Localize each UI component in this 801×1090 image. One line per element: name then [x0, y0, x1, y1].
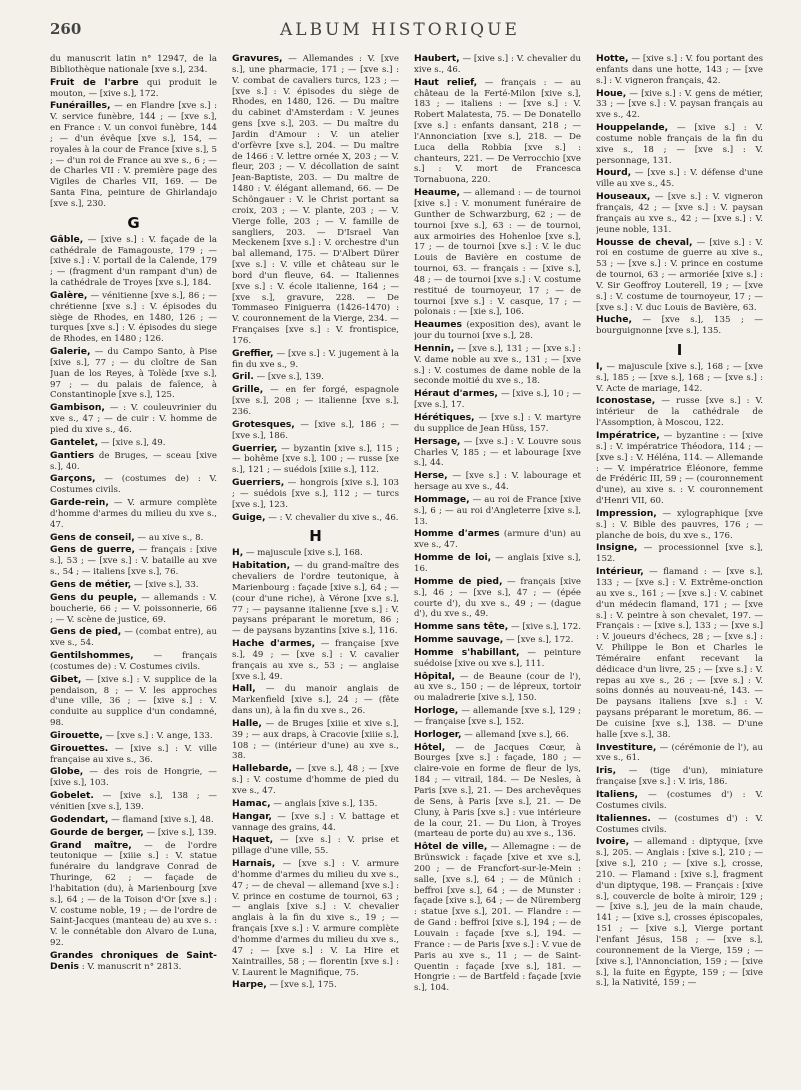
index-entry — [50, 815, 217, 826]
entry-term: Homme sans tête, — [414, 621, 509, 633]
index-entry — [596, 54, 763, 87]
entry-term: Funérailles, — [50, 100, 111, 112]
entry-term: Hôpital, — [414, 670, 455, 682]
index-column-3 — [414, 54, 581, 1074]
entry-text: — [xve s.], 139. — [256, 372, 324, 383]
entry-text: — hongrois [xive s.], 103 ; — suédois [xve s.], 112 ; — turcs [xve s.], 123. — [232, 478, 399, 510]
entry-text: — [xve s.] : V. ange, 133. — [105, 730, 213, 741]
entry-text: — (cérémonie de l'), au xve s., 61. — [596, 742, 763, 764]
entry-term: Halle, — [232, 717, 262, 729]
entry-text: (armure d'un) au xve s., 47. — [414, 529, 581, 551]
entry-text: qui produit le mouton, — [xive s.], 172. — [50, 77, 217, 99]
entry-text: — au roi de France [xive s.], 6 ; — au roi d'Angleterre [xive s.], 13. — [414, 494, 581, 527]
section-letter: I — [676, 341, 683, 360]
index-entry — [414, 743, 581, 841]
index-entry — [596, 362, 763, 395]
entry-text: — au xive s., 8. — [137, 532, 204, 543]
entry-term: Houe, — [596, 87, 627, 99]
entry-term: Gens du peuple, — [50, 591, 137, 603]
entry-term: Gobelet. — [50, 790, 94, 802]
index-entry — [596, 431, 763, 507]
entry-text: — processionnel [xve s.], 152. — [596, 543, 763, 565]
entry-text: — [xive s.], 186 ; — [xve s.], 186. — [232, 419, 399, 441]
entry-term: Hérétiques, — [414, 412, 475, 423]
index-columns — [50, 54, 763, 1074]
entry-term: Gril. — [232, 371, 254, 383]
entry-text: — [xive s.] : V. roi en costume de guerre au xive s., 53 ; — [xve s.] : V. prince en costume de tournoi, 63 ; — armoriée [xive s.] : V. Sir Geoffroy Louterell, 19 ; — [xve s.] : V. costume de tournoyeur, 17 ; — [xve s.] : V. duc Louis de Bavière, 63. — [596, 237, 763, 313]
entry-text: — V. armure complète d'homme d'armes du milieu du xve s., 47. — [50, 498, 217, 530]
entry-term: Homme de pied, — [414, 575, 503, 587]
entry-term: Gentilshommes, — [50, 650, 134, 662]
index-entry — [50, 474, 217, 496]
index-entry — [50, 347, 217, 401]
index-entry — [232, 859, 399, 978]
entry-term: Houppelande, — [596, 122, 669, 134]
index-entry — [414, 622, 581, 633]
entry-term: Gibet, — [50, 673, 82, 685]
index-entry — [596, 238, 763, 314]
entry-text: — russe [xve s.] : V. intérieur de la cathédrale de l'Assomption, à Moscou, 122. — [596, 396, 763, 429]
index-entry — [50, 101, 217, 209]
entry-term: Intérieur, — [596, 566, 644, 578]
entry-term: Hallebarde, — [232, 763, 293, 775]
page-number: 260 — [50, 20, 82, 38]
index-entry — [50, 403, 217, 436]
entry-term: Iris, — [596, 765, 617, 777]
index-entry — [232, 835, 399, 857]
entry-text: — de l'ordre teutonique — [xiiie s.] : V. statue funéraire du landgrave Conrad de Thuringe, 62 ; — façade de l'habitation (du), à Marienbourg [xve s.], 64 ; — de la Toison d'Or [xve s.] : V. costume noble, 19 ; — de l'ordre de Saint-Jacques (manteau de) au xve s. : V. le connétable don Alvaro de Luna, 92. — [50, 840, 217, 949]
entry-term: Hommage, — [414, 493, 470, 505]
entry-term: Haquet, — [232, 834, 274, 846]
entry-text: — (combat entre), au xve s., 54. — [50, 627, 217, 649]
index-entry — [414, 842, 581, 994]
entry-term: Gens de guerre, — [50, 544, 135, 556]
entry-term: Girouettes. — [50, 742, 109, 754]
running-title: ALBUM HISTORIQUE — [280, 20, 520, 40]
entry-term: H, — [232, 547, 244, 559]
entry-text: — flamand : — [xve s.], 133 ; — [xve s.] : V. Extrême-onction au xve s., 161 ; — [xve s.] : V. cabinet d'un médecin flamand, 171 ; — [xve s.] : V. peintre à son chevalet, 197. — Français : — [xive s.], 133 ; — [xve s.] : V. joueurs d'échecs, 28 ; — [xve s.] : V. Philippe le Bon et Charles le Téméraire enfant recevant la dédicace d'un livre, 25 ; — [xve s.] : V. repas au xve s., 26 ; — [xve s.] : V. soins donnés au nouveau-né, 143. — De paysans italiens [xve s.] : V. paysans préparant le moretum, 86. — De cuisine [xve s.], 138. — D'une halle [xve s.], 38. — [596, 567, 763, 740]
index-entry — [50, 731, 217, 742]
index-entry — [596, 396, 763, 429]
entry-term: Gens de pied, — [50, 626, 122, 638]
index-entry — [232, 764, 399, 797]
index-entry — [232, 548, 399, 559]
entry-term: Grille, — [232, 384, 264, 396]
entry-text: — du grand-maître des chevaliers de l'ordre teutonique, à Marienbourg : façade [xive s.], 64 ; — (cour d'une riche), à Vérone [xve s.], 77 ; — paysanne italienne [xve s.] : V. paysans préparant le moretum, 86 ; — de paysans byzantins [xive s.], 116. — [232, 561, 399, 637]
entry-term: Hersage, — [414, 435, 461, 447]
entry-text: — (costumes d') : V. Costumes civils. — [596, 813, 763, 835]
entry-text: — [xve s.] : V. labourage et hersage au xve s., 44. — [414, 471, 581, 493]
index-entry — [50, 78, 217, 100]
index-entry — [50, 791, 217, 813]
entry-text: — [xve s.] : V. prise et pillage d'une ville, 55. — [232, 835, 399, 857]
entry-term: Godendart, — [50, 813, 109, 825]
entry-term: Homme de loi, — [414, 552, 492, 564]
index-entry — [414, 389, 581, 411]
entry-term: Insigne, — [596, 542, 638, 554]
entry-term: Guerrier, — [232, 442, 278, 454]
entry-text: — [xve s.], 135 ; — bourguignonne [xve s.], 135. — [596, 315, 763, 337]
index-entry — [232, 478, 399, 511]
entry-term: Horloge, — [414, 705, 459, 717]
index-entry — [232, 561, 399, 637]
index-entry — [414, 529, 581, 551]
index-entry — [414, 413, 581, 435]
entry-continuation: du manuscrit latin n° 12947, de la Bibliothèque nationale [xve s.], 234. — [50, 54, 217, 75]
entry-text: — xylographique [xve s.] : V. Bible des pauvres, 176 ; — planche de bois, du xve s., 176. — [596, 508, 763, 541]
index-entry — [414, 437, 581, 470]
entry-text: — [xive s.] : V. chevalier du xive s., 46. — [414, 54, 581, 75]
entry-term: Heaumes — [414, 319, 462, 331]
index-entry — [232, 513, 399, 524]
entry-term: Gravures, — [232, 54, 283, 64]
entry-text: de Bruges, — sceau [xive s.], 40. — [50, 450, 217, 472]
entry-term: Harnais, — [232, 858, 276, 870]
entry-term: Galère, — [50, 289, 88, 301]
index-entry — [596, 315, 763, 337]
entry-term: Hourd, — [596, 167, 632, 179]
index-entry — [414, 471, 581, 493]
entry-text: — [xive s.] : V. costume noble français de la fin du xive s., 18 ; — [xve s.] : V. personnage, 131. — [596, 123, 763, 166]
entry-text: — [xive s.] : V. supplice de la pendaison, 8 ; — V. les approches d'une ville, 36 ; — [xive s.] : V. conduite au supplice d'un condamné, 98. — [50, 674, 217, 729]
entry-text: — [xve s.], 175. — [269, 980, 337, 991]
entry-term: Hôtel, — [414, 741, 446, 753]
index-entry — [50, 767, 217, 789]
index-entry — [596, 89, 763, 122]
entry-text: — anglais [xive s.], 16. — [414, 553, 581, 574]
index-entry — [50, 675, 217, 729]
entry-text: — français : — au château de la Ferté-Milon [xive s.], 183 ; — italiens : — [xve s.] : V. Robert Malatesta, 75. — De Donatello [xve s.] : enfants dansant, 218 ; — l'Annonciation [xve s.], 218. — De Luca della Robbia [xve s.] : chanteurs, 221. — De Verrocchio [xve s.] : V. mort de Francesca Tornabuona, 220. — [414, 77, 581, 186]
index-entry — [50, 841, 217, 949]
section-letter: H — [309, 527, 322, 546]
entry-text: — Allemagne : — de Brünswick : façade [xive et xve s.], 200 ; — de Francfort-sur-le-Mein : salle, [xve s.], 64 ; — de Münich : beffroi [xve s.], 64 ; — de Munster : façade [xive s.], 64 ; — de Nüremberg : statue [xve s.], 201. — Flandre : — de Gand : beffroi [xive s.], 194 ; — de Louvain : façade [xve s.], 194. — France : — de Paris [xve s.] : V. vue de Paris au xve s., 11 ; — de Saint-Quentin : façade [xve s.], 181. — Hongrie : — de Bartfeld : façade [xvie s.], 104. — [414, 842, 581, 994]
index-entry — [232, 420, 399, 442]
index-entry — [50, 580, 217, 591]
index-entry — [596, 814, 763, 836]
entry-text: — (tige d'un), miniature française [xve s.] : V. iris, 186. — [596, 766, 763, 788]
index-entry — [596, 743, 763, 765]
entry-term: Gens de conseil, — [50, 531, 135, 543]
entry-text: — byzantine : — [xive s.] : V. impératrice Théodora, 114 ; — [xve s.] : V. Héléna, 114. — Allemande : — V. impératrice Éléonore, femme de Frédéric III, 59 ; — (couronnement d'une), au xive s. : V. couronnement d'Henri VII, 60. — [596, 431, 763, 507]
index-entry — [50, 627, 217, 649]
index-entry — [50, 828, 217, 839]
index-entry — [414, 648, 581, 670]
entry-term: Hangar, — [232, 810, 272, 822]
entry-text: — français [xive s.], 46 ; — [xve s.], 47 ; — (épée courte d'), du xve s., 49 ; — (dague d'), du xve s., 49. — [414, 576, 581, 620]
index-entry — [50, 235, 217, 289]
entry-text: — française [xve s.], 49 ; — [xve s.] : V. cavalier français au xve s., 53 ; — anglaise [xve s.], 49. — [232, 639, 399, 682]
entry-term: Gâble, — [50, 233, 84, 245]
index-entry — [596, 509, 763, 542]
entry-term: Hôtel de ville, — [414, 841, 488, 853]
index-column-4 — [596, 54, 763, 1074]
entry-term: Investiture, — [596, 741, 657, 753]
index-entry — [414, 344, 581, 387]
entry-term: Gourde de berger, — [50, 826, 144, 838]
entry-term: Hotte, — [596, 54, 629, 64]
index-entry — [596, 123, 763, 166]
entry-term: Homme d'armes — [414, 528, 500, 540]
entry-text: — [xive s.], 10 ; — [xve s.], 17. — [414, 389, 581, 411]
entry-text: — vénitienne [xve s.], 86 ; — chrétienne [xve s.] : V. épisodes du siège de Rhodes, en 1480, 126 ; — turques [xve s.] : V. épisodes du siege de Rhodes, en 1480 ; 126. — [50, 290, 217, 345]
index-entry — [596, 790, 763, 812]
entry-text: — [xive s.] : V. ville française au xive s., 36. — [50, 743, 217, 765]
entry-text: — [xve s.] : V. défense d'une ville au xve s., 45. — [596, 168, 763, 190]
entry-text: — allemand : — de tournoi [xive s.] : V. monument funéraire de Gunther de Schwarzburg, 62 ; — de tournoi [xve s.], 63 : — de tournoi, aux armoiries des Hohenloe [xve s.], 17 ; — de tournoi [xve s.] : V. le duc Louis de Bavière en costume de tournoi, 63. — français : — [xive s.], 48 ; — de tournoi [xve s.] : V. costume restitué de tournoyeur, 17 ; — de tournoi [xve s.] : V. casque, 17 ; — polonais : — [xie s.], 106. — [414, 188, 581, 318]
entry-text: — du Campo Santo, à Pise [xive s.], 77 ; — du cloître de San Juan de los Reyes, à Tolède [xve s.], 97 ; — du palais de faïence, à Constantinople [xve s.], 125. — [50, 347, 217, 401]
entry-term: Hennin, — [414, 342, 455, 354]
section-letter: G — [127, 213, 140, 232]
index-entry — [414, 730, 581, 741]
entry-term: Guige, — [232, 511, 266, 523]
index-entry — [414, 320, 581, 342]
entry-text: — flamand [xive s.], 48. — [111, 814, 214, 825]
entry-text: — des rois de Hongrie, — [xive s.], 103. — [50, 767, 217, 789]
entry-term: Huche, — [596, 314, 632, 326]
entry-term: Herse, — [414, 470, 448, 482]
entry-term: Houseaux, — [596, 191, 651, 203]
entry-term: Horloger, — [414, 728, 462, 740]
index-entry — [232, 385, 399, 418]
index-entry — [596, 837, 763, 989]
entry-text: — allemands : V. boucherie, 66 ; — V. poissonnerie, 66 ; — V. scène de justice, 69. — [50, 592, 217, 625]
index-entry — [232, 54, 399, 347]
entry-text: — peinture suédoise [xive ou xve s.], 111. — [414, 647, 581, 669]
index-entry — [50, 651, 217, 673]
entry-term: Gambison, — [50, 402, 105, 414]
entry-text: — [xive s.], 49. — [100, 437, 166, 448]
entry-text: — byzantin [xive s.], 115 ; — bohême [xve s.], 100 ; — russe [xe s.], 121 ; — suédois [xiiie s.], 112. — [232, 443, 399, 476]
entry-term: Gantelet, — [50, 436, 99, 448]
entry-text: — français : [xive s.], 53 ; — [xve s.] : V. bataille au xve s., 54 ; — italiens [xve s.], 76. — [50, 545, 217, 578]
index-entry — [50, 744, 217, 766]
index-entry — [50, 291, 217, 345]
entry-text: — Allemandes : V. [xve s.], une pharmacie, 171 ; — [xve s.] : V. combat de cavaliers turcs, 123 ; — [xve s.] : V. épisodes du siège de Rhodes, en 1480, 126. — Du maître du cabinet d'Amsterdam : V. jeunes gens [xve s.], 203. — Du maître du Jardin d'Amour : V. un atelier d'orfèvre [xve s.], 204. — Du maître de 1466 : V. lettre ornée X, 203 ; — V. fleur, 203 ; — V. décollation de saint Jean-Baptiste, 203. — Du maître de 1480 : V. élégant allemand, 66. — De Schöngauer : V. le Christ portant sa croix, 203 ; — V. plante, 203 ; — V. Vierge folle, 203 ; — V. famille de sangliers, 203. — D'Israel Van Meckenem [xve s.] : V. orchestre d'un bal allemand, 175. — D'Albert Dürer [xve s.] : V. ville et château sur le bord d'un fleuve, 64. — Italiennes [xve s.] : V. école italienne, 164 ; — [xve s.], gravure, 228. — De Tommaseo Finiguerra (1426-1470) : V. couronnement de la Vierge, 234. — Françaises [xve s.] : V. frontispice, 176. — [232, 54, 399, 346]
index-entry — [232, 349, 399, 371]
entry-term: Guerriers, — [232, 477, 285, 489]
entry-term: Grandes chroniques de Saint-Denis — [50, 949, 217, 972]
entry-term: Gantiers — [50, 449, 95, 461]
entry-text: — du manoir anglais de Markenfield [xive s.], 24 ; — (fête dans un), à la fin du xve s., 26. — [232, 684, 399, 717]
entry-text: — [xve s.] : V. vigneron français, 42 ; — [xve s.] : V. paysan français au xve s., 42 ; — [xve s.] : V. jeune noble, 131. — [596, 192, 763, 235]
entry-term: Italiennes. — [596, 812, 651, 824]
entry-text: — allemand : diptyque, [xve s.], 205. — Anglais : [xive s.], 210 ; — [xive s.], 210 ; — [xive s.], crosse, 210. — Flamand : [xive s.], fragment d'un diptyque, 198. — Français : [xive s.], couvercle de boîte à miroir, 129 ; — [xive s.], jeu de la main chaude, 141 ; — [xive s.], crosses épiscopales, 151 ; — [xive s.], Vierge portant l'enfant Jésus, 158 ; — [xve s.], couronnement de la Vierge, 159 ; — [xive s.], l'Annonciation, 159 ; — [xive s.], la fuite en Égypte, 159 ; — [xive s.], la Nativité, 159 ; — — [596, 837, 763, 989]
entry-text: — [xive s.] : V. gens de métier, 33 ; — [xve s.] : V. paysan français au xve s., 42. — [596, 88, 763, 121]
index-entry — [50, 451, 217, 473]
entry-term: Homme sauvage, — [414, 634, 504, 646]
index-entry — [414, 706, 581, 728]
index-entry — [232, 444, 399, 477]
entry-text: : V. manuscrit n° 2813. — [81, 961, 182, 972]
index-entry — [50, 533, 217, 544]
index-entry — [414, 635, 581, 646]
entry-text: — de Jacques Cœur, à Bourges [xve s.] : façade, 180 ; — claire-voie en forme de fleur de lys, 184 ; — vitrail, 184. — De Nesles, à Paris [xve s.], 21. — Des archevêques de Sens, à Paris [xve s.], 21. — De Cluny, à Paris [xve s.] : vue intérieure de la cour, 21. — Du Lion, à Troyes (marteau de porte du) au xve s., 136. — [414, 742, 581, 840]
index-column-1 — [50, 54, 217, 1074]
entry-text: — majuscule [xive s.], 168. — [245, 548, 363, 559]
entry-term: Iconostase, — [596, 395, 656, 407]
index-entry — [596, 766, 763, 788]
entry-text: — en fer forgé, espagnole [xve s.], 208 ; — italienne [xve s.], 236. — [232, 385, 399, 417]
entry-text: — allemande [xve s.], 129 ; — française [xve s.], 152. — [414, 706, 581, 727]
entry-text: — en Flandre [xve s.] : V. service funèbre, 144 ; — [xve s.], en France : V. un convoi funèbre, 144 ; — d'un évêque [xve s.], 154, — royales à la cour de France [xive s.], 5 ; — d'un roi de France au xve s., 6 ; — de Charles VII : V. première page des Vigiles de Charles VII, 169. — De Santa Fina, peinture de Ghirlandajo [xve s.], 230. — [50, 101, 217, 209]
entry-text: — [xive s.] : V. façade de la cathédrale de Famagouste, 179 ; — [xive s.] : V. portail de la Calende, 179 ; — (fragment d'un rampant d'un) de la cathédrale de Troyes [xve s.], 184. — [50, 234, 217, 289]
entry-term: Italiens, — [596, 789, 639, 800]
entry-text: — [xive s.], 139. — [146, 827, 217, 838]
entry-term: Homme s'habillant, — [414, 646, 520, 658]
index-entry — [414, 54, 581, 76]
entry-term: I, — [596, 360, 603, 372]
entry-term: Heaume, — [414, 187, 460, 199]
index-entry — [414, 553, 581, 575]
entry-text: — [xive s.], 172. — [510, 622, 581, 633]
entry-text: — [xve s.] : V. battage et vannage des grains, 44. — [232, 811, 399, 833]
index-column-2 — [232, 54, 399, 1074]
index-entry — [596, 192, 763, 235]
index-entry — [232, 799, 399, 810]
index-entry — [596, 168, 763, 190]
index-entry — [50, 593, 217, 626]
page-header — [50, 20, 750, 44]
entry-term: Haut relief, — [414, 76, 478, 88]
entry-term: Garçons, — [50, 473, 96, 485]
entry-text: — allemand [xve s.], 66. — [464, 729, 569, 740]
index-entry — [50, 545, 217, 578]
index-entry — [50, 498, 217, 531]
entry-term: Haubert, — [414, 54, 460, 64]
index-entry — [596, 543, 763, 565]
entry-term: Habitation, — [232, 560, 291, 572]
entry-text: — de Bruges [xiiie et xive s.], 39 ; — aux draps, à Cracovie [xiiie s.], 108 ; — (intérieur d'une) au xve s., 38. — [232, 718, 399, 762]
entry-term: Housse de cheval, — [596, 236, 693, 248]
entry-term: Fruit de l'arbre — [50, 76, 139, 88]
entry-term: Hall, — [232, 683, 256, 695]
entry-text: — [xve s.], 48 ; — [xve s.] : V. costume d'homme de pied du xve s., 47. — [232, 764, 399, 796]
index-entry — [596, 567, 763, 741]
entry-term: Galerie, — [50, 346, 91, 358]
entry-term: Impression, — [596, 507, 657, 519]
entry-term: Ivoire, — [596, 836, 630, 848]
index-entry — [414, 672, 581, 705]
entry-text: — [xve s.] : V. Louvre sous Charles V, 185 ; — et labourage [xve s.], 44. — [414, 436, 581, 469]
entry-term: Impératrice, — [596, 430, 660, 441]
entry-text: — (costumes de) : V. Costumes civils. — [50, 474, 217, 496]
entry-text: — : V. chevalier du xive s., 46. — [268, 512, 399, 523]
entry-text: — : V. couleuvrinier du xve s., 47 ; — de cuir : V. homme de pied du xive s., 46. — [50, 403, 217, 435]
index-entry — [414, 577, 581, 620]
index-entry — [414, 495, 581, 528]
entry-text: — français (costumes de) : V. Costumes civils. — [50, 651, 217, 672]
entry-text: — (costumes d') : V. Costumes civils. — [596, 790, 763, 811]
index-entry — [50, 438, 217, 449]
index-entry — [232, 372, 399, 383]
entry-term: Girouette, — [50, 729, 103, 741]
entry-text: — de Beaune (cour de l'), au xve s., 150 ; — de lépreux, tortoir ou maladrerie [xive s.], 150. — [414, 671, 581, 704]
index-entry — [232, 639, 399, 682]
index-entry — [50, 951, 217, 973]
entry-text: — anglais [xive s.], 135. — [273, 798, 378, 809]
entry-text: — [xive s.], 138 ; — vénitien [xve s.], 139. — [50, 791, 217, 812]
index-entry — [232, 980, 399, 991]
entry-text: — [xve s.] : V. martyre du supplice de Jean Hüss, 157. — [414, 413, 581, 434]
index-entry — [414, 78, 581, 186]
entry-term: Hamac, — [232, 797, 271, 809]
entry-term: Globe, — [50, 766, 84, 778]
entry-text: — [xive s.], 33. — [133, 579, 199, 590]
index-entry — [232, 684, 399, 717]
index-entry — [414, 188, 581, 318]
entry-term: Héraut d'armes, — [414, 388, 498, 400]
entry-text: — [xive s.] : V. fou portant des enfants dans une hotte, 143 ; — [xve s.] : V. vigneron français, 42. — [596, 54, 763, 86]
entry-text: — [xve s.] : V. armure d'homme d'armes du milieu du xve s., 47 ; — de cheval — allemand [xve s.] : V. prince en costume de tournoi, 63 ; — anglais [xive s.] : V. chevalier anglais à la fin du xive s., 19 ; — français [xve s.] : V. armure complète d'homme d'armes du milieu du xve s., 47 ; — [xve s.] : V. La Hire et Xaintrailles, 58 ; — florentin [xve s.] : V. Laurent le Magnifique, 75. — [232, 859, 399, 978]
entry-text: — majuscule [xive s.], 168 ; — [xve s.], 185 ; — [xve s.], 168 ; — [xve s.] : V. Acte de mariage, 142. — [596, 361, 763, 394]
entry-term: Greffier, — [232, 347, 274, 359]
entry-text: — [xve s.], 131 ; — [xve s.] : V. dame noble au xve s., 131 ; — [xve s.] : V. costumes de dame noble de la seconde moitié du xve s., 18. — [414, 343, 581, 387]
index-entry — [232, 812, 399, 834]
entry-term: Harpe, — [232, 979, 267, 991]
index-entry — [232, 719, 399, 762]
entry-text: (exposition des), avant le jour du tournoi [xve s.], 28. — [414, 320, 581, 342]
entry-term: Garde-rein, — [50, 497, 109, 509]
entry-term: Gens de métier, — [50, 578, 132, 590]
entry-text: — [xve s.], 172. — [506, 635, 574, 646]
entry-term: Grand maître, — [50, 839, 132, 851]
entry-term: Grotesques, — [232, 418, 295, 430]
entry-term: Hache d'armes, — [232, 638, 316, 650]
entry-text: — [xve s.] : V. jugement à la fin du xve s., 9. — [232, 348, 399, 370]
